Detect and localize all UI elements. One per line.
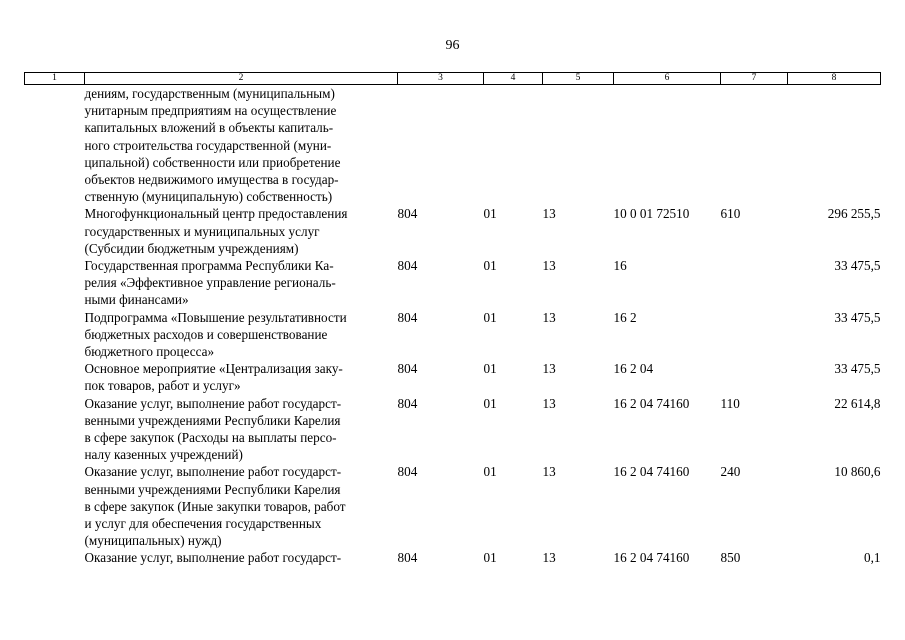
target-article-cell: 16 2 04 74160 [613,395,690,411]
amount-cell: 10 860,6 [834,464,881,480]
row-number-cell [25,395,85,464]
admin-code-cell [398,85,484,206]
description-cell [85,463,398,549]
description-line: бюджетного процесса» [84,344,215,360]
section-cell: 01 [483,464,497,480]
section-cell: 01 [483,206,497,222]
table-row [25,395,881,464]
column-header-row [25,73,881,85]
target-article-cell: 10 0 01 72510 [613,206,690,222]
description-line: налу казенных учреждений) [84,447,243,463]
description-line: ными финансами» [84,292,189,308]
column-header: 6 [614,73,721,85]
description-line: дениям, государственным (муниципальным) [84,86,335,101]
row-number-cell [25,309,85,361]
amount-cell [788,85,881,206]
table-row [25,549,881,566]
expense-type-cell [721,309,788,361]
description-cell [85,360,398,394]
budget-table [24,72,881,567]
description-line: венными учреждениями Республики Карелия [84,481,341,497]
description-cell [85,85,398,206]
column-header: 2 [85,73,398,85]
section-cell: 01 [483,395,497,411]
target-article-cell: 16 [613,258,627,274]
page-number: 96 [445,38,460,53]
admin-code-cell: 804 [397,550,418,566]
description-line: бюджетных расходов и совершенствование [84,326,328,342]
admin-code-cell: 804 [397,464,418,480]
amount-cell: 33 475,5 [834,361,881,377]
column-header: 4 [484,73,543,85]
description-cell [85,309,398,361]
description-line: Оказание услуг, выполнение работ государст- [84,464,342,480]
amount-cell: 33 475,5 [834,309,881,325]
expense-type-cell [721,257,788,309]
description-line: капитальных вложений в объекты капиталь- [84,120,334,136]
expense-type-cell [721,85,788,206]
column-header: 7 [721,73,788,85]
expense-type-cell [721,360,788,394]
description-line: Подпрограмма «Повышение результативности [84,309,347,325]
subsection-cell [543,85,614,206]
table-row [25,309,881,361]
section-cell: 01 [483,361,497,377]
table-row [25,257,881,309]
description-line: релия «Эффективное управление региональ- [84,275,336,291]
section-cell [484,85,543,206]
column-header: 3 [398,73,484,85]
expense-type-cell: 610 [720,206,741,222]
description-cell [85,257,398,309]
description-line: Оказание услуг, выполнение работ государст- [84,550,342,566]
subsection-cell: 13 [542,309,556,325]
row-number-cell [25,463,85,549]
row-number-cell [25,360,85,394]
description-line: Государственная программа Республики Ка- [84,258,334,274]
subsection-cell: 13 [542,550,556,566]
column-header: 1 [25,73,85,85]
admin-code-cell: 804 [397,361,418,377]
subsection-cell: 13 [542,258,556,274]
row-number-cell [25,257,85,309]
admin-code-cell: 804 [397,395,418,411]
description-line: Многофункциональный центр предоставления [84,206,348,222]
description-line: унитарным предприятиям на осуществление [84,103,337,119]
subsection-cell: 13 [542,395,556,411]
table-body [25,85,881,567]
description-line: ципальной) собственности или приобретение [84,154,341,170]
description-line: государственных и муниципальных услуг [84,223,320,239]
description-cell [85,395,398,464]
target-article-cell [614,85,721,206]
row-number-cell [25,549,85,566]
target-article-cell: 16 2 04 74160 [613,550,690,566]
expense-type-cell: 240 [720,464,741,480]
amount-cell: 0,1 [864,550,881,566]
description-line: Основное мероприятие «Централизация заку- [84,361,343,377]
target-article-cell: 16 2 04 74160 [613,464,690,480]
description-line: ного строительства государственной (муни- [84,137,332,153]
description-line: ственную (муниципальную) собственность) [84,189,333,205]
expense-type-cell: 110 [720,395,740,411]
description-line: (муниципальных) нужд) [84,533,222,549]
description-line: (Субсидии бюджетным учреждениям) [84,240,299,256]
subsection-cell: 13 [542,206,556,222]
description-line: пок товаров, работ и услуг» [84,378,241,394]
table-row [25,463,881,549]
amount-cell: 33 475,5 [834,258,881,274]
description-line: и услуг для обеспечения государственных [84,516,322,532]
target-article-cell: 16 2 [613,309,637,325]
description-cell [85,549,398,566]
amount-cell: 22 614,8 [834,395,881,411]
section-cell: 01 [483,258,497,274]
table-row [25,360,881,394]
admin-code-cell: 804 [397,258,418,274]
section-cell: 01 [483,550,497,566]
description-line: Оказание услуг, выполнение работ государст- [84,395,342,411]
row-number-cell [25,205,85,257]
description-line: объектов недвижимого имущества в государ- [84,172,339,188]
description-cell [85,205,398,257]
description-line: в сфере закупок (Расходы на выплаты персо- [84,430,337,446]
section-cell: 01 [483,309,497,325]
subsection-cell: 13 [542,464,556,480]
target-article-cell: 16 2 04 [613,361,654,377]
description-line: венными учреждениями Республики Карелия [84,412,341,428]
table-row [25,205,881,257]
column-header: 8 [788,73,881,85]
row-number-cell [25,85,85,206]
description-line: в сфере закупок (Иные закупки товаров, работ [84,498,346,514]
expense-type-cell: 850 [720,550,741,566]
column-header: 5 [543,73,614,85]
amount-cell: 296 255,5 [827,206,881,222]
admin-code-cell: 804 [397,309,418,325]
admin-code-cell: 804 [397,206,418,222]
table-row [25,85,881,206]
subsection-cell: 13 [542,361,556,377]
